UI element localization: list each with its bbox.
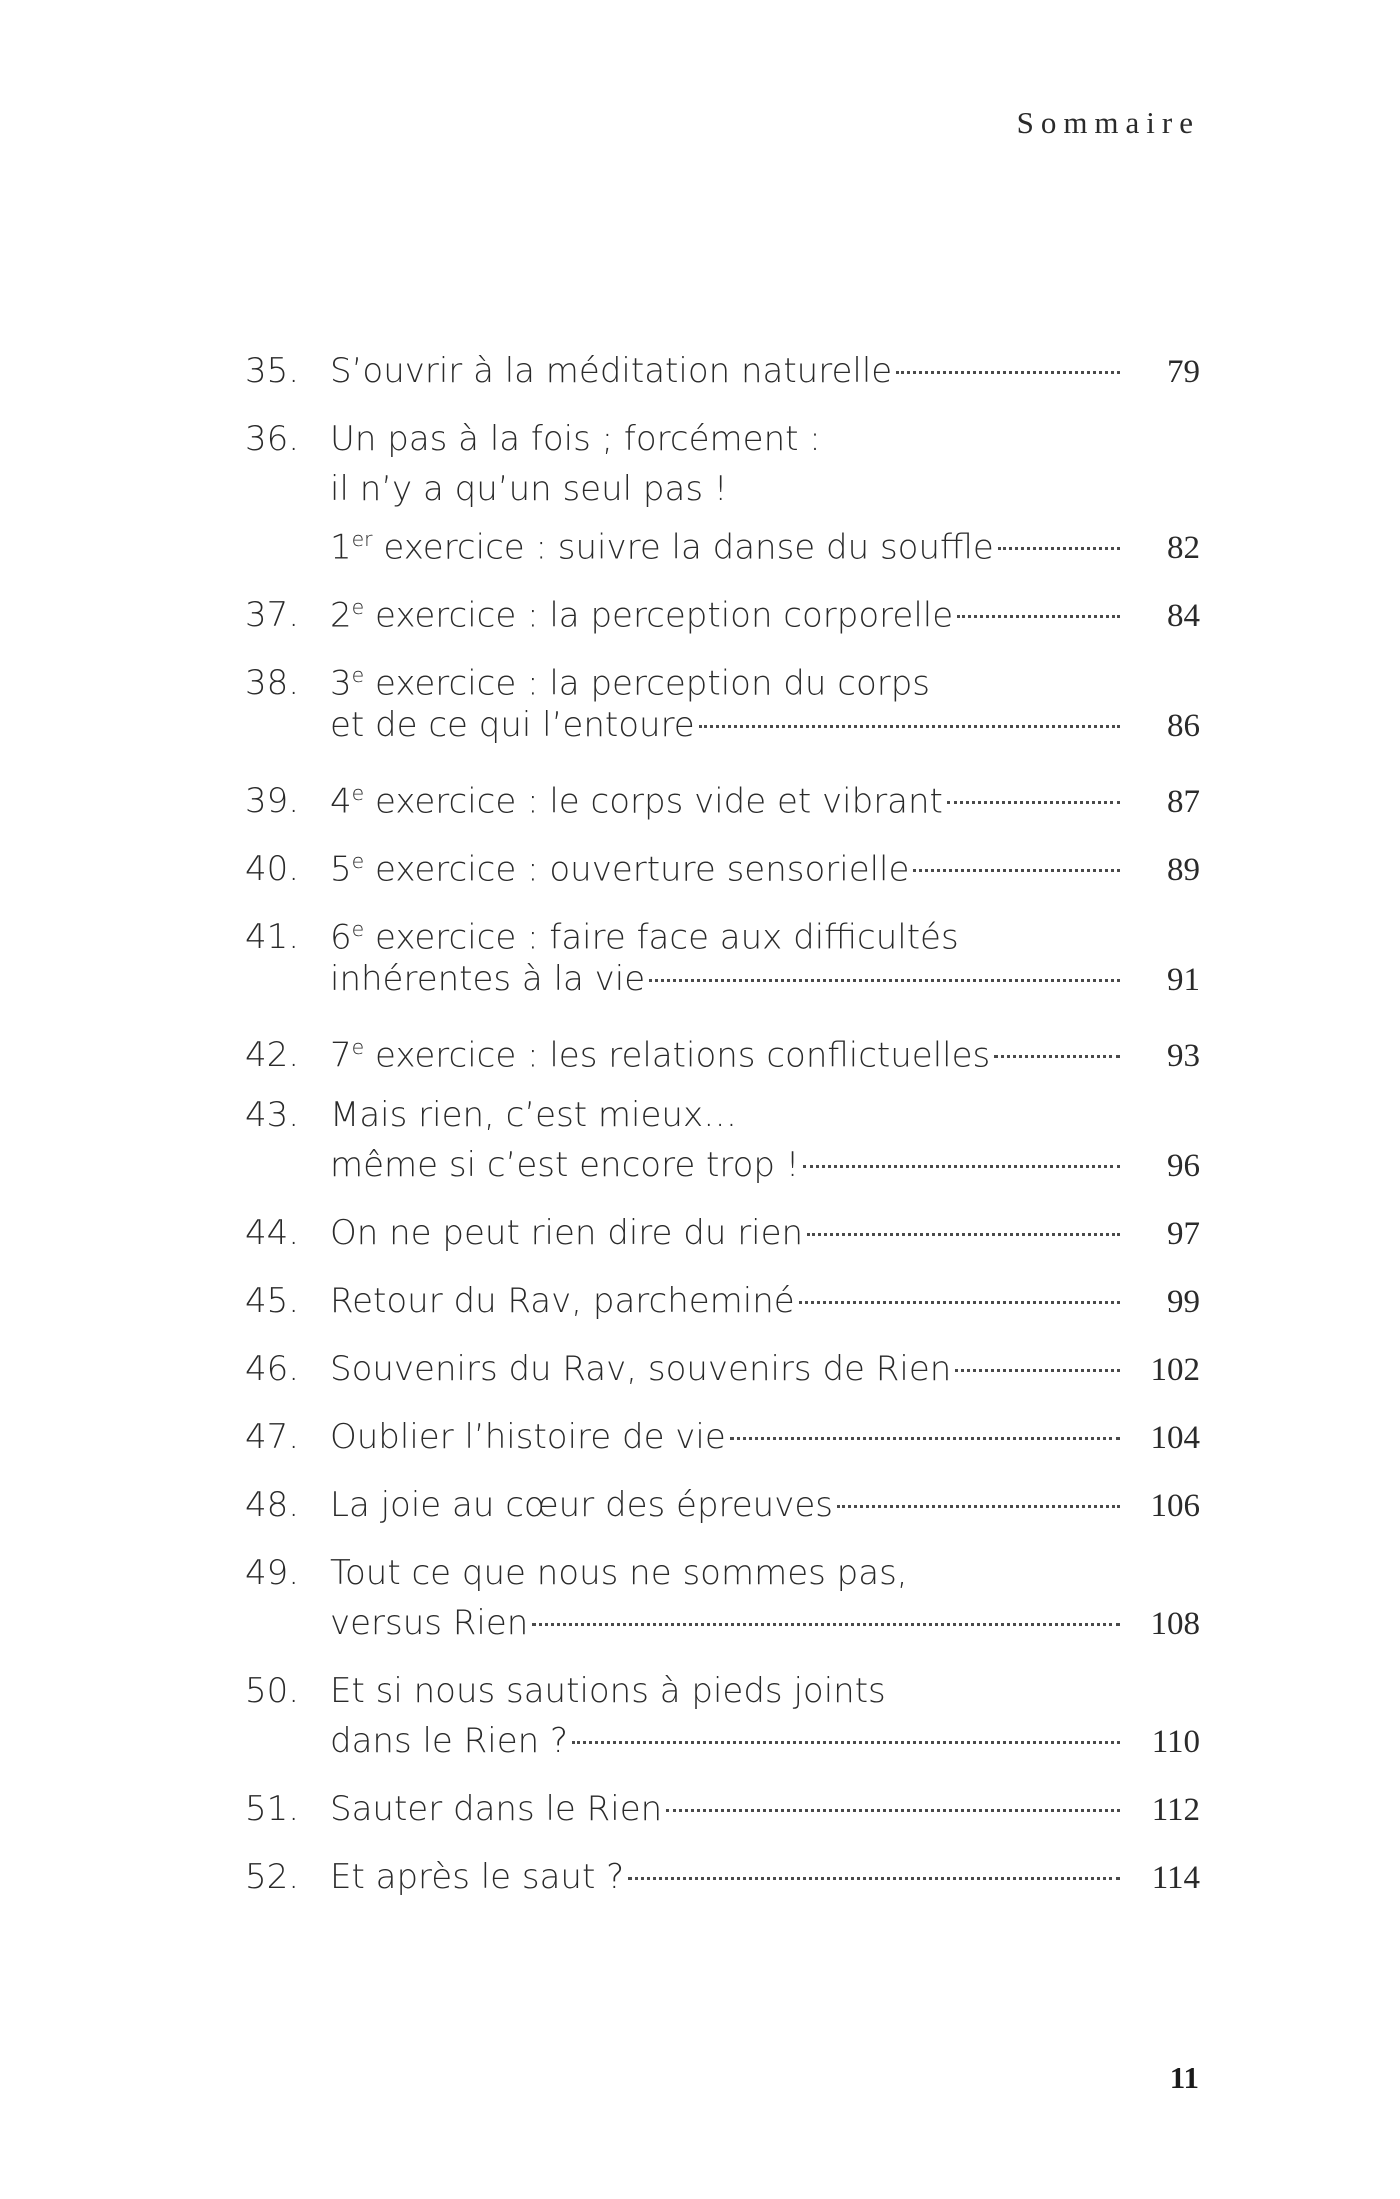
toc-line: [245, 1208, 1200, 1258]
toc-entry: [245, 768, 1200, 822]
toc-entry-title: Et si nous sautions à pieds joints: [330, 1671, 886, 1711]
toc-entry-number: 52.: [245, 1857, 300, 1897]
toc-entry-page: 106: [1150, 1488, 1200, 1524]
toc-entry-title: même si c’est encore trop !: [330, 1145, 800, 1185]
toc-entry-page: 104: [1150, 1420, 1200, 1456]
toc-entry-title: On ne peut rien dire du rien: [330, 1213, 804, 1253]
toc-entry: [245, 1412, 1200, 1462]
toc-entry: [245, 414, 1200, 568]
toc-line: [245, 1598, 1200, 1648]
toc-entry-number: 40.: [245, 849, 300, 890]
toc-entry-page: 114: [1151, 1860, 1200, 1896]
toc-line: [245, 1852, 1200, 1902]
toc-entry-number: 42.: [245, 1035, 300, 1076]
toc-entry-number: 35.: [245, 351, 300, 391]
toc-entry-title: 1er exercice : suivre la danse du souffle: [330, 527, 994, 568]
toc-line: [245, 1548, 1200, 1598]
toc-entry-page: 110: [1151, 1724, 1200, 1760]
toc-entry: [245, 650, 1200, 750]
toc-entry-page: 87: [1167, 784, 1200, 821]
toc-line: [245, 346, 1200, 396]
toc-entry-number: 39.: [245, 781, 300, 822]
toc-entry-number: 49.: [245, 1553, 300, 1593]
dot-leader: [649, 979, 1120, 982]
dot-leader: [730, 1437, 1120, 1440]
toc-line: [245, 1716, 1200, 1766]
toc-entry-page: 93: [1167, 1038, 1200, 1075]
toc-entry-title: Retour du Rav, parcheminé: [330, 1281, 795, 1321]
toc-entry-title: Souvenirs du Rav, souvenirs de Rien: [330, 1349, 952, 1389]
toc-entry: [245, 1344, 1200, 1394]
toc-line: [245, 1784, 1200, 1834]
toc-entry-number: 51.: [245, 1789, 300, 1829]
toc-entry-title: 3e exercice : la perception du corps: [330, 663, 931, 704]
dot-leader: [955, 1369, 1120, 1372]
toc-entry: [245, 836, 1200, 890]
dot-leader: [896, 371, 1120, 374]
dot-leader: [837, 1505, 1120, 1508]
toc-entry-title: S’ouvrir à la méditation naturelle: [330, 351, 893, 391]
dot-leader: [799, 1301, 1120, 1304]
toc-entry-page: 84: [1167, 598, 1200, 635]
toc-entry-title: dans le Rien ?: [330, 1721, 569, 1761]
toc-entry-title: inhérentes à la vie: [330, 959, 646, 999]
dot-leader: [994, 1055, 1120, 1058]
dot-leader: [947, 801, 1120, 804]
dot-leader: [572, 1741, 1120, 1744]
toc-entry: [245, 1090, 1200, 1190]
dot-leader: [913, 869, 1120, 872]
toc-entry-title: Sauter dans le Rien: [330, 1789, 663, 1829]
toc-line: [245, 1412, 1200, 1462]
toc-line: [245, 836, 1200, 890]
toc-entry-number: 44.: [245, 1213, 300, 1253]
toc-entry: [245, 1480, 1200, 1530]
toc-entry: [245, 1784, 1200, 1834]
page-number: 11: [1169, 2060, 1199, 2095]
toc-entry-title: 2e exercice : la perception corporelle: [330, 595, 954, 636]
toc-entry-number: 48.: [245, 1485, 300, 1525]
dot-leader: [957, 615, 1120, 618]
toc-entry-title: 6e exercice : faire face aux difficultés: [330, 917, 959, 958]
toc-entry-number: 37.: [245, 595, 300, 636]
dot-leader: [699, 725, 1120, 728]
toc-entry-number: 36.: [245, 419, 300, 459]
toc-entry: [245, 1548, 1200, 1648]
toc-line: [245, 1666, 1200, 1716]
toc-entry-title: 5e exercice : ouverture sensorielle: [330, 849, 910, 890]
toc-line: [245, 1344, 1200, 1394]
toc-entry-page: 96: [1167, 1148, 1200, 1184]
toc-entry: [245, 1666, 1200, 1766]
toc-entry: [245, 1852, 1200, 1902]
toc-entry-number: 43.: [245, 1095, 300, 1135]
toc-entry-title: Tout ce que nous ne sommes pas,: [330, 1553, 908, 1593]
toc-entry: [245, 1022, 1200, 1076]
toc-line: [245, 514, 1200, 568]
dot-leader: [628, 1877, 1120, 1880]
toc-line: [245, 1276, 1200, 1326]
toc-line: [245, 1022, 1200, 1076]
toc-entry-page: 97: [1167, 1216, 1200, 1252]
toc-entry-number: 50.: [245, 1671, 300, 1711]
toc-line: [245, 650, 1200, 704]
toc-entry-title: Et après le saut ?: [330, 1857, 625, 1897]
toc-entry-page: 89: [1167, 852, 1200, 889]
toc-entry-title: il n’y a qu’un seul pas !: [330, 469, 728, 509]
toc-entry-page: 91: [1167, 962, 1200, 998]
dot-leader: [803, 1165, 1120, 1168]
toc-entry-title: Oublier l’histoire de vie: [330, 1417, 726, 1457]
toc-entry-number: 38.: [245, 663, 300, 704]
toc-entry-title: Un pas à la fois ; forcément :: [330, 419, 821, 459]
toc-entry-number: 46.: [245, 1349, 300, 1389]
toc-line: [245, 464, 1200, 514]
toc-entry-page: 108: [1150, 1606, 1200, 1642]
toc-entry: [245, 582, 1200, 636]
dot-leader: [532, 1623, 1120, 1626]
toc-line: [245, 414, 1200, 464]
toc-entry-title: La joie au cœur des épreuves: [330, 1485, 833, 1525]
running-head: Sommaire: [1016, 105, 1200, 140]
toc-entry: [245, 1208, 1200, 1258]
toc-line: [245, 1090, 1200, 1140]
toc-entry: [245, 1276, 1200, 1326]
dot-leader: [998, 547, 1120, 550]
toc-entry-number: 41.: [245, 917, 300, 958]
toc-line: [245, 768, 1200, 822]
toc-entry-number: 47.: [245, 1417, 300, 1457]
toc-entry-page: 99: [1167, 1284, 1200, 1320]
toc-entry-title: versus Rien: [330, 1603, 529, 1643]
toc-entry-page: 102: [1150, 1352, 1200, 1388]
dot-leader: [807, 1233, 1120, 1236]
dot-leader: [666, 1809, 1120, 1812]
toc-entry: [245, 904, 1200, 1004]
toc-line: [245, 904, 1200, 958]
toc-entry: [245, 346, 1200, 396]
toc-entry-page: 79: [1167, 354, 1200, 390]
toc-entry-title: 7e exercice : les relations conflictuelles: [330, 1035, 991, 1076]
toc-entry-title: et de ce qui l’entoure: [330, 705, 695, 745]
toc-entry-number: 45.: [245, 1281, 300, 1321]
toc-entry-title: Mais rien, c’est mieux…: [330, 1095, 738, 1135]
toc-line: [245, 1480, 1200, 1530]
toc-line: [245, 1140, 1200, 1190]
table-of-contents: [245, 346, 1200, 1920]
toc-entry-title: 4e exercice : le corps vide et vibrant: [330, 781, 943, 822]
toc-entry-page: 86: [1167, 708, 1200, 744]
toc-line: [245, 582, 1200, 636]
toc-entry-page: 82: [1167, 530, 1200, 567]
toc-entry-page: 112: [1151, 1792, 1200, 1828]
